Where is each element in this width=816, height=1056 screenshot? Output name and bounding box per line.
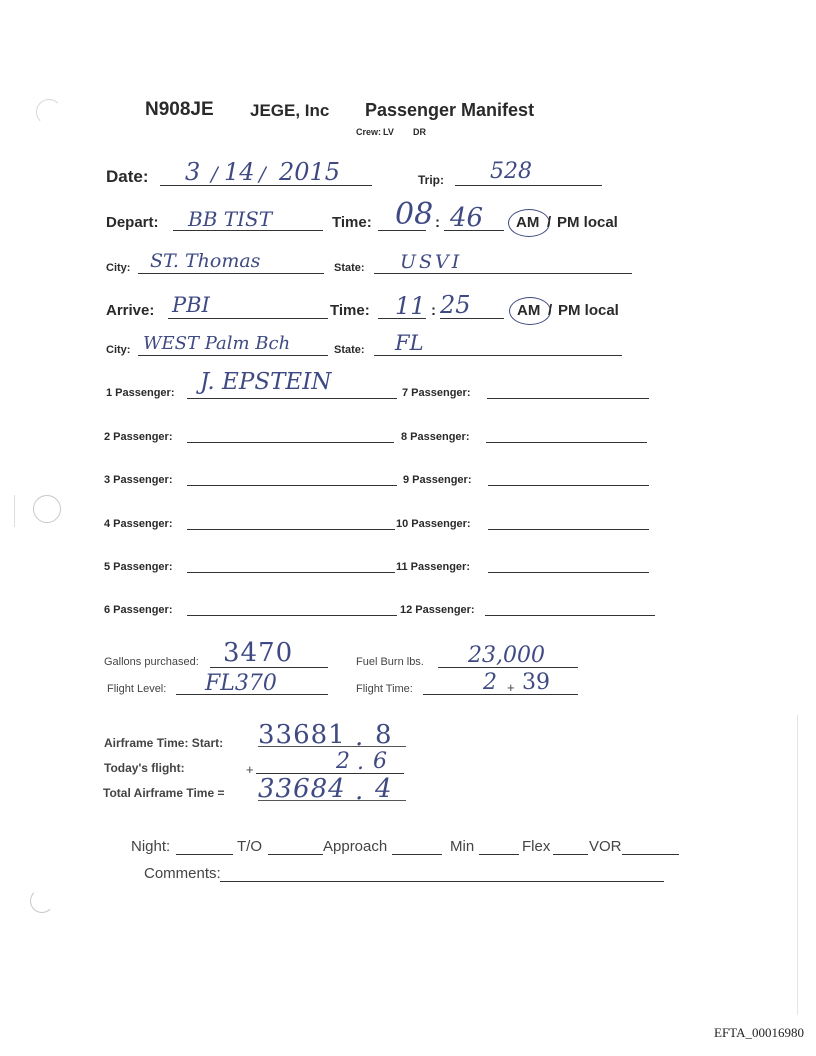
depart-city: ST. Thomas: [150, 250, 261, 272]
passenger-4-line: [187, 529, 395, 530]
date-label: Date:: [106, 167, 149, 186]
passenger-12-line: [485, 615, 655, 616]
passenger-4-label: 4 Passenger:: [104, 518, 173, 530]
arrive-value: PBI: [172, 293, 210, 317]
trip-label: Trip:: [418, 173, 444, 187]
total-airframe-dot: .: [355, 776, 364, 806]
depart-time-label: Time:: [332, 214, 372, 231]
airframe-start-value: 33681: [258, 720, 346, 750]
date-day: 3: [185, 158, 201, 186]
passenger-7-label: 7 Passenger:: [402, 387, 471, 399]
passenger-12-label: 12 Passenger:: [400, 604, 475, 616]
arrive-state-label: State:: [334, 344, 365, 356]
passenger-10-line: [488, 529, 649, 530]
form-title: Passenger Manifest: [365, 100, 535, 120]
crew-label: Crew:: [356, 127, 382, 137]
todays-flight-label: Today's flight:: [104, 761, 185, 775]
comments-label: Comments:: [144, 865, 221, 882]
arrive-time-colon: :: [431, 302, 436, 319]
date-month: 14: [224, 158, 255, 186]
page-edge-mark: [14, 495, 15, 527]
comments-line: [220, 881, 664, 882]
date-year: 2015: [279, 158, 341, 186]
arrive-city: WEST Palm Bch: [143, 333, 291, 354]
binder-hole-bottom: [30, 889, 54, 913]
passenger-6-line: [187, 615, 397, 616]
flight-time-line: [423, 694, 578, 695]
min-line: [479, 854, 519, 855]
company-name: JEGE, Inc: [250, 101, 330, 120]
flight-time-plus: +: [507, 680, 515, 695]
min-label: Min: [450, 838, 475, 855]
passenger-3-label: 3 Passenger:: [104, 474, 173, 486]
depart-am: AM: [516, 214, 540, 231]
total-airframe-label: Total Airframe Time =: [103, 786, 225, 800]
depart-city-line: [138, 273, 324, 274]
passenger-8-label: 8 Passenger:: [401, 431, 470, 443]
todays-flight-hours: 2: [336, 749, 350, 774]
depart-hour: 08: [395, 197, 434, 232]
passenger-10-label: 10 Passenger:: [396, 518, 471, 530]
airframe-start-decimal: 8: [375, 720, 392, 750]
passenger-2-line: [187, 442, 394, 443]
depart-state-line: [374, 273, 632, 274]
depart-time-colon: :: [435, 214, 440, 231]
arrive-pm-local: PM local: [558, 302, 619, 319]
passenger-1-line: [187, 398, 397, 399]
takeoff-label: T/O: [237, 838, 262, 855]
vor-line: [622, 854, 679, 855]
tail-number: N908JE: [145, 99, 214, 120]
date-sep-1: /: [211, 162, 218, 186]
arrive-state: FL: [395, 331, 424, 355]
takeoff-line: [268, 854, 323, 855]
night-line: [176, 854, 233, 855]
approach-line: [392, 854, 442, 855]
trip-value: 528: [490, 159, 532, 184]
total-airframe-decimal: 4: [375, 774, 392, 804]
total-airframe-line: [258, 800, 406, 801]
arrive-am: AM: [517, 302, 541, 319]
arrive-line: [168, 318, 328, 319]
arrive-city-label: City:: [106, 344, 131, 356]
page-edge-right: [797, 715, 798, 1015]
date-sep-2: /: [259, 162, 266, 186]
airframe-start-label: Airframe Time: Start:: [104, 736, 224, 750]
depart-state-label: State:: [334, 262, 365, 274]
depart-state: USVI: [400, 251, 463, 273]
depart-label: Depart:: [106, 214, 159, 231]
crew-member-1: LV: [383, 127, 394, 137]
document-id: EFTA_00016980: [714, 1025, 804, 1040]
arrive-time-label: Time:: [330, 302, 370, 319]
passenger-5-line: [187, 572, 395, 573]
passenger-5-label: 5 Passenger:: [104, 561, 173, 573]
airframe-start-dot: .: [355, 722, 364, 752]
night-label: Night:: [131, 838, 171, 855]
arrive-city-line: [138, 355, 328, 356]
binder-hole-top: [36, 99, 62, 125]
arrive-hour: 11: [395, 292, 426, 320]
flight-time-minutes: 39: [522, 670, 550, 695]
passenger-9-label: 9 Passenger:: [403, 474, 472, 486]
passenger-6-label: 6 Passenger:: [104, 604, 173, 616]
fuel-burn-value: 23,000: [468, 643, 545, 668]
approach-label: Approach: [323, 838, 388, 855]
vor-label: VOR: [589, 838, 622, 855]
trip-line: [455, 185, 602, 186]
passenger-7-line: [487, 398, 649, 399]
total-airframe-value: 33684: [258, 774, 346, 804]
arrive-slash: /: [548, 302, 553, 319]
todays-flight-dot: .: [357, 750, 364, 775]
crew-member-2: DR: [413, 127, 426, 137]
passenger-11-line: [488, 572, 649, 573]
fuel-burn-label: Fuel Burn lbs.: [356, 656, 424, 668]
todays-flight-plus: +: [246, 762, 254, 777]
passenger-1-value: J. EPSTEIN: [200, 369, 332, 395]
depart-slash: /: [547, 214, 552, 231]
flex-line: [553, 854, 588, 855]
depart-city-label: City:: [106, 262, 131, 274]
flex-label: Flex: [522, 838, 551, 855]
airframe-start-line: [258, 746, 406, 747]
passenger-8-line: [486, 442, 647, 443]
passenger-11-label: 11 Passenger:: [396, 561, 470, 573]
flight-level-label: Flight Level:: [107, 683, 167, 695]
passenger-9-line: [488, 485, 649, 486]
depart-value: BB TIST: [188, 207, 273, 231]
arrive-state-line: [374, 355, 622, 356]
flight-level-value: FL370: [205, 671, 277, 696]
flight-time-hours: 2: [483, 670, 497, 695]
passenger-1-label: 1 Passenger:: [106, 387, 175, 399]
arrive-minute: 25: [440, 291, 471, 319]
todays-flight-decimal: 6: [373, 749, 387, 774]
depart-minute: 46: [450, 203, 484, 233]
passenger-2-label: 2 Passenger:: [104, 431, 173, 443]
gallons-purchased-label: Gallons purchased:: [104, 656, 199, 668]
gallons-value: 3470: [223, 638, 294, 668]
binder-hole-middle: [33, 495, 61, 523]
arrive-label: Arrive:: [106, 302, 155, 319]
depart-pm-local: PM local: [557, 214, 618, 231]
passenger-3-line: [187, 485, 397, 486]
flight-time-label: Flight Time:: [356, 683, 413, 695]
